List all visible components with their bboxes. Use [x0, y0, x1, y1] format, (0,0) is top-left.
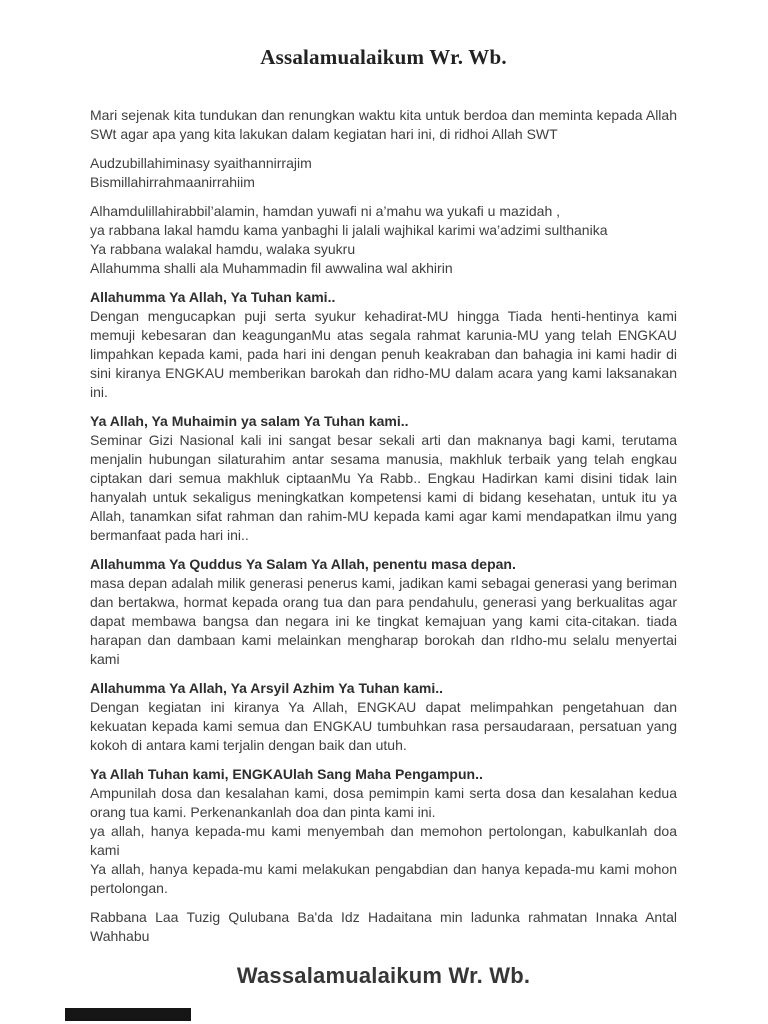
- document-closing: Wassalamualaikum Wr. Wb.: [236, 963, 531, 988]
- section-hamdalah: [90, 202, 677, 278]
- paragraph: Seminar Gizi Nasional kali ini sangat besar sekali arti dan maknanya bagi kami, terutama menjalin hubungan silaturahim antar sesama manusia, makhluk terbaik yang telah engkau ciptakan dari semua makhluk ciptaanMu Ya Rabb.. Engkau Hadirkan kami disini tidak lain hanyalah untuk sekaligus meningkatkan kompetensi kami di bidang kesehatan, untuk itu ya Allah, tanamkan sifat rahman dan rahim-MU kepada kami agar kami mendapatkan ilmu yang bermanfaat pada hari ini..: [90, 432, 677, 543]
- text-line: Allahumma shalli ala Muhammadin fil awwalina wal akhirin: [90, 260, 453, 276]
- paragraph: Rabbana Laa Tuzig Qulubana Ba'da Idz Hadaitana min ladunka rahmatan Innaka Antal Wahhabu: [90, 909, 677, 944]
- text-line: ya rabbana lakal hamdu kama yanbaghi li jalali wajhikal karimi wa’adzimi sulthanika: [90, 222, 608, 238]
- paragraph: masa depan adalah milik generasi penerus kami, jadikan kami sebagai generasi yang beriman dan bertakwa, hormat kepada orang tua dan para pendahulu, generasi yang berkualitas agar dapat membawa bangsa dan negara ini ke tingkat kemajuan yang kami cita-citakan. tiada harapan dan dambaan kami melainkan mengharap borokah dan rIdho-mu selalu menyertai kami: [90, 575, 677, 667]
- section-doa-4: [90, 679, 677, 755]
- section-heading: Ya Allah Tuhan kami, ENGKAUlah Sang Maha Pengampun..: [90, 766, 483, 782]
- paragraph: ya allah, hanya kepada-mu kami menyembah dan memohon pertolongan, kabulkanlah doa kami: [90, 823, 677, 858]
- text-line: Bismillahirrahmaanirrahiim: [90, 174, 255, 190]
- paragraph: Ya allah, hanya kepada-mu kami melakukan pengabdian dan hanya kepada-mu kami mohon pertolongan.: [90, 861, 677, 896]
- paragraph: Dengan kegiatan ini kiranya Ya Allah, ENGKAU dapat melimpahkan pengetahuan dan kekuatan kepada kami semua dan ENGKAU tumbuhkan rasa persaudaraan, persatuan yang kokoh di antara kami terjalin dengan baik dan utuh.: [90, 699, 677, 753]
- text-line: Ya rabbana walakal hamdu, walaka syukru: [90, 241, 356, 257]
- text-line: Alhamdulillahirabbil’alamin, hamdan yuwafi ni a’mahu wa yukafi u mazidah ,: [90, 203, 561, 219]
- section-taawudz-basmalah: [90, 154, 677, 192]
- section-heading: Allahumma Ya Quddus Ya Salam Ya Allah, penentu masa depan.: [90, 556, 516, 572]
- document-title: Assalamualaikum Wr. Wb.: [260, 45, 507, 69]
- section-heading: Allahumma Ya Allah, Ya Tuhan kami..: [90, 289, 336, 305]
- section-opening: [90, 106, 677, 144]
- page-edge-artifact: [65, 1008, 191, 1021]
- paragraph: Dengan mengucapkan puji serta syukur kehadirat-MU hingga Tiada henti-hentinya kami memuji kebesaran dan keagunganMu atas segala rahmat karunia-MU yang telah ENGKAU limpahkan kepada kami, pada hari ini dengan penuh keakraban dan bahagia ini kami hadir di sini kiranya ENGKAU memberikan barokah dan ridho-MU dalam acara yang kami laksanakan ini.: [90, 308, 677, 400]
- section-rabbana: [90, 908, 677, 946]
- section-doa-5: [90, 765, 677, 898]
- paragraph: Mari sejenak kita tundukan dan renungkan waktu kita untuk berdoa dan meminta kepada Allah SWt agar apa yang kita lakukan dalam kegiatan hari ini, di ridhoi Allah SWT: [90, 107, 677, 142]
- section-doa-3: [90, 555, 677, 669]
- paragraph: Ampunilah dosa dan kesalahan kami, dosa pemimpin kami serta dosa dan kesalahan kedua orang tua kami. Perkenankanlah doa dan pinta kami ini.: [90, 785, 677, 820]
- section-heading: Ya Allah, Ya Muhaimin ya salam Ya Tuhan kami..: [90, 413, 409, 429]
- section-doa-2: [90, 412, 677, 545]
- text-line: Audzubillahiminasy syaithannirrajim: [90, 155, 312, 171]
- section-heading: Allahumma Ya Allah, Ya Arsyil Azhim Ya Tuhan kami..: [90, 680, 443, 696]
- section-doa-1: [90, 288, 677, 402]
